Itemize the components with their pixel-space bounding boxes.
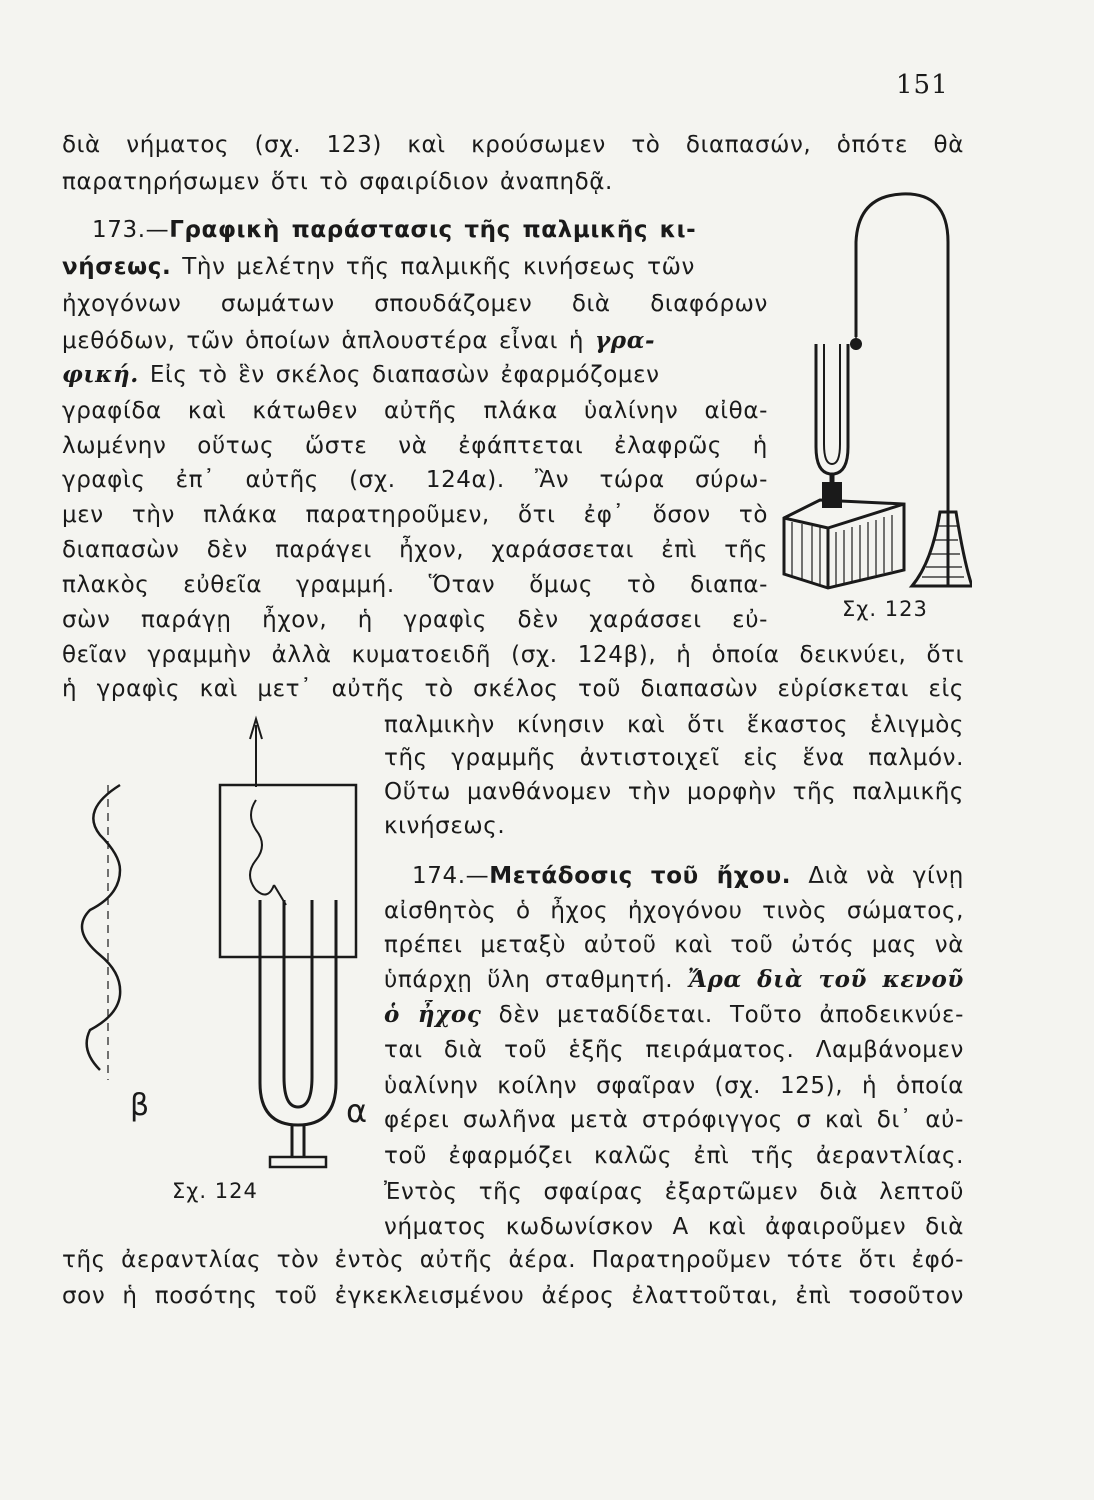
text-span: ὑπάρχῃ ὕλη σταθμητή. (384, 967, 674, 993)
text-line (62, 360, 660, 390)
text-span: Εἰς τὸ ἓν σκέλος διαπασὼν ἐφαρμόζομεν (149, 362, 660, 388)
label-beta: β (130, 1088, 151, 1123)
fork-base (270, 1157, 326, 1167)
figure-123-tuning-fork-pendulum (772, 182, 972, 600)
text-line: ἠχογόνων σωμάτων σπουδάζομεν διὰ διαφόρων (62, 291, 768, 317)
text-line: γραφίδα καὶ κάτωθεν αὐτῆς πλάκα ὑαλίνην αἰθα- (62, 398, 768, 424)
text-line: αἰσθητὸς ὁ ἦχος ἠχογόνου τινὸς σώματος, (384, 898, 964, 924)
text-span: δὲν μεταδίδεται. Τοῦτο ἀποδεικνύε- (498, 1002, 964, 1028)
text-line: σὼν παράγῃ ἦχον, ἡ γραφὶς δὲν χαράσσει εὐ- (62, 607, 768, 633)
text-line: ἡ γραφὶς καὶ μετ᾽ αὐτῆς τὸ σκέλος τοῦ διαπασὼν εὑρίσκεται εἰς (62, 676, 964, 702)
stand-rod (856, 194, 948, 586)
emphasis-text: Ἄρα διὰ τοῦ κενοῦ (687, 966, 964, 993)
text-line: φέρει σωλῆνα μετὰ στρόφιγγος σ καὶ δι᾽ αὐ- (384, 1107, 964, 1133)
text-line: λωμένην οὕτως ὥστε νὰ ἐφάπτεται ἐλαφρῶς ἡ (62, 433, 768, 459)
text-line: κινήσεως. (384, 813, 506, 839)
page-number: 151 (896, 70, 949, 100)
pendulum-ball (850, 338, 862, 350)
section-title: Μετάδοσις τοῦ ἤχου. (489, 863, 792, 889)
text-line: σον ἡ ποσότης τοῦ ἐγκεκλεισμένου ἀέρος ἐλαττοῦται, ἐπὶ τοσοῦτον (62, 1283, 964, 1309)
tuning-fork-prongs (816, 344, 848, 474)
text-line (384, 965, 964, 997)
text-line: τῆς γραμμῆς ἀντιστοιχεῖ εἰς ἕνα παλμόν. (384, 745, 964, 771)
text-line: νήματος κωδωνίσκον Α καὶ ἀφαιροῦμεν διὰ (384, 1214, 964, 1240)
section-174-heading (412, 861, 964, 893)
emphasis-text: γρα- (595, 327, 656, 354)
text-line (62, 252, 695, 282)
text-line: πρέπει μεταξὺ αὐτοῦ καὶ τοῦ ὠτός μας νὰ (384, 932, 964, 958)
section-number: 174.— (412, 863, 490, 889)
label-alpha: α (346, 1092, 369, 1130)
text-line: παλμικὴν κίνησιν καὶ ὅτι ἕκαστος ἑλιγμὸς (384, 712, 964, 738)
text-line: πλακὸς εὐθεῖα γραμμή. Ὅταν ὅμως τὸ διαπα- (62, 572, 768, 598)
figure-123-caption: Σχ. 123 (842, 597, 928, 621)
tuning-fork-inner (824, 344, 840, 464)
stylus (274, 885, 286, 905)
text-line: γραφὶς ἐπ᾽ αὐτῆς (σχ. 124α). Ἂν τώρα σύρω- (62, 467, 768, 493)
text-line: τοῦ ἐφαρμόζει καλῶς ἐπὶ τῆς ἀεραντλίας. (384, 1143, 964, 1169)
text-span: Διὰ νὰ γίνῃ (808, 863, 964, 889)
text-span: μεθόδων, τῶν ὁποίων ἁπλουστέρα εἶναι ἡ (62, 328, 585, 354)
text-line: διὰ νήματος (σχ. 123) καὶ κρούσωμεν τὸ διαπασών, ὁπότε θὰ (62, 132, 964, 158)
text-line: Οὕτω μανθάνομεν τὴν μορφὴν τῆς παλμικῆς (384, 779, 964, 805)
text-line: μεν τὴν πλάκα παρατηροῦμεν, ὅτι ἐφ᾽ ὅσον τὸ (62, 502, 768, 528)
box-edge (784, 518, 828, 528)
section-title-end: νήσεως. (62, 254, 172, 280)
emphasis-text: ὁ ἦχος (384, 1001, 482, 1028)
text-line: διαπασὼν δὲν παράγει ἦχον, χαράσσεται ἐπὶ τῆς (62, 537, 768, 563)
section-173-heading (92, 215, 768, 245)
text-line: Ἐντὸς τῆς σφαίρας ἐξαρτῶμεν διὰ λεπτοῦ (384, 1179, 964, 1205)
text-line: παρατηρήσωμεν ὅτι τὸ σφαιρίδιον ἀναπηδᾷ. (62, 169, 613, 195)
stand-base (912, 512, 972, 586)
tuning-fork-inner (284, 900, 312, 1107)
text-line: τῆς ἀεραντλίας τὸν ἐντὸς αὐτῆς ἀέρα. Παρατηροῦμεν τότε ὅτι ἐφό- (62, 1247, 964, 1273)
section-title: Γραφικὴ παράστασις τῆς παλμικῆς κι- (169, 217, 697, 243)
text-line (384, 1000, 964, 1032)
figure-124-caption: Σχ. 124 (172, 1179, 258, 1203)
section-number: 173.— (92, 217, 170, 243)
text-line: ται διὰ τοῦ ἑξῆς πειράματος. Λαμβάνομεν (384, 1037, 964, 1063)
figure-124-vibration-trace (70, 705, 370, 1175)
wave-trace (250, 800, 274, 894)
fork-holder (822, 482, 842, 508)
text-line: θεῖαν γραμμὴν ἀλλὰ κυματοειδῆ (σχ. 124β), ἡ ὁποία δεικνύει, ὅτι (62, 642, 964, 668)
wave-line (82, 785, 120, 1070)
text-line (62, 326, 655, 356)
text-line: ὑαλίνην κοίλην σφαῖραν (σχ. 125), ἡ ὁποία (384, 1073, 964, 1099)
emphasis-text: φική. (62, 361, 139, 388)
text-span: Τὴν μελέτην τῆς παλμικῆς κινήσεως τῶν (182, 254, 695, 280)
tuning-fork-outer (260, 900, 336, 1125)
